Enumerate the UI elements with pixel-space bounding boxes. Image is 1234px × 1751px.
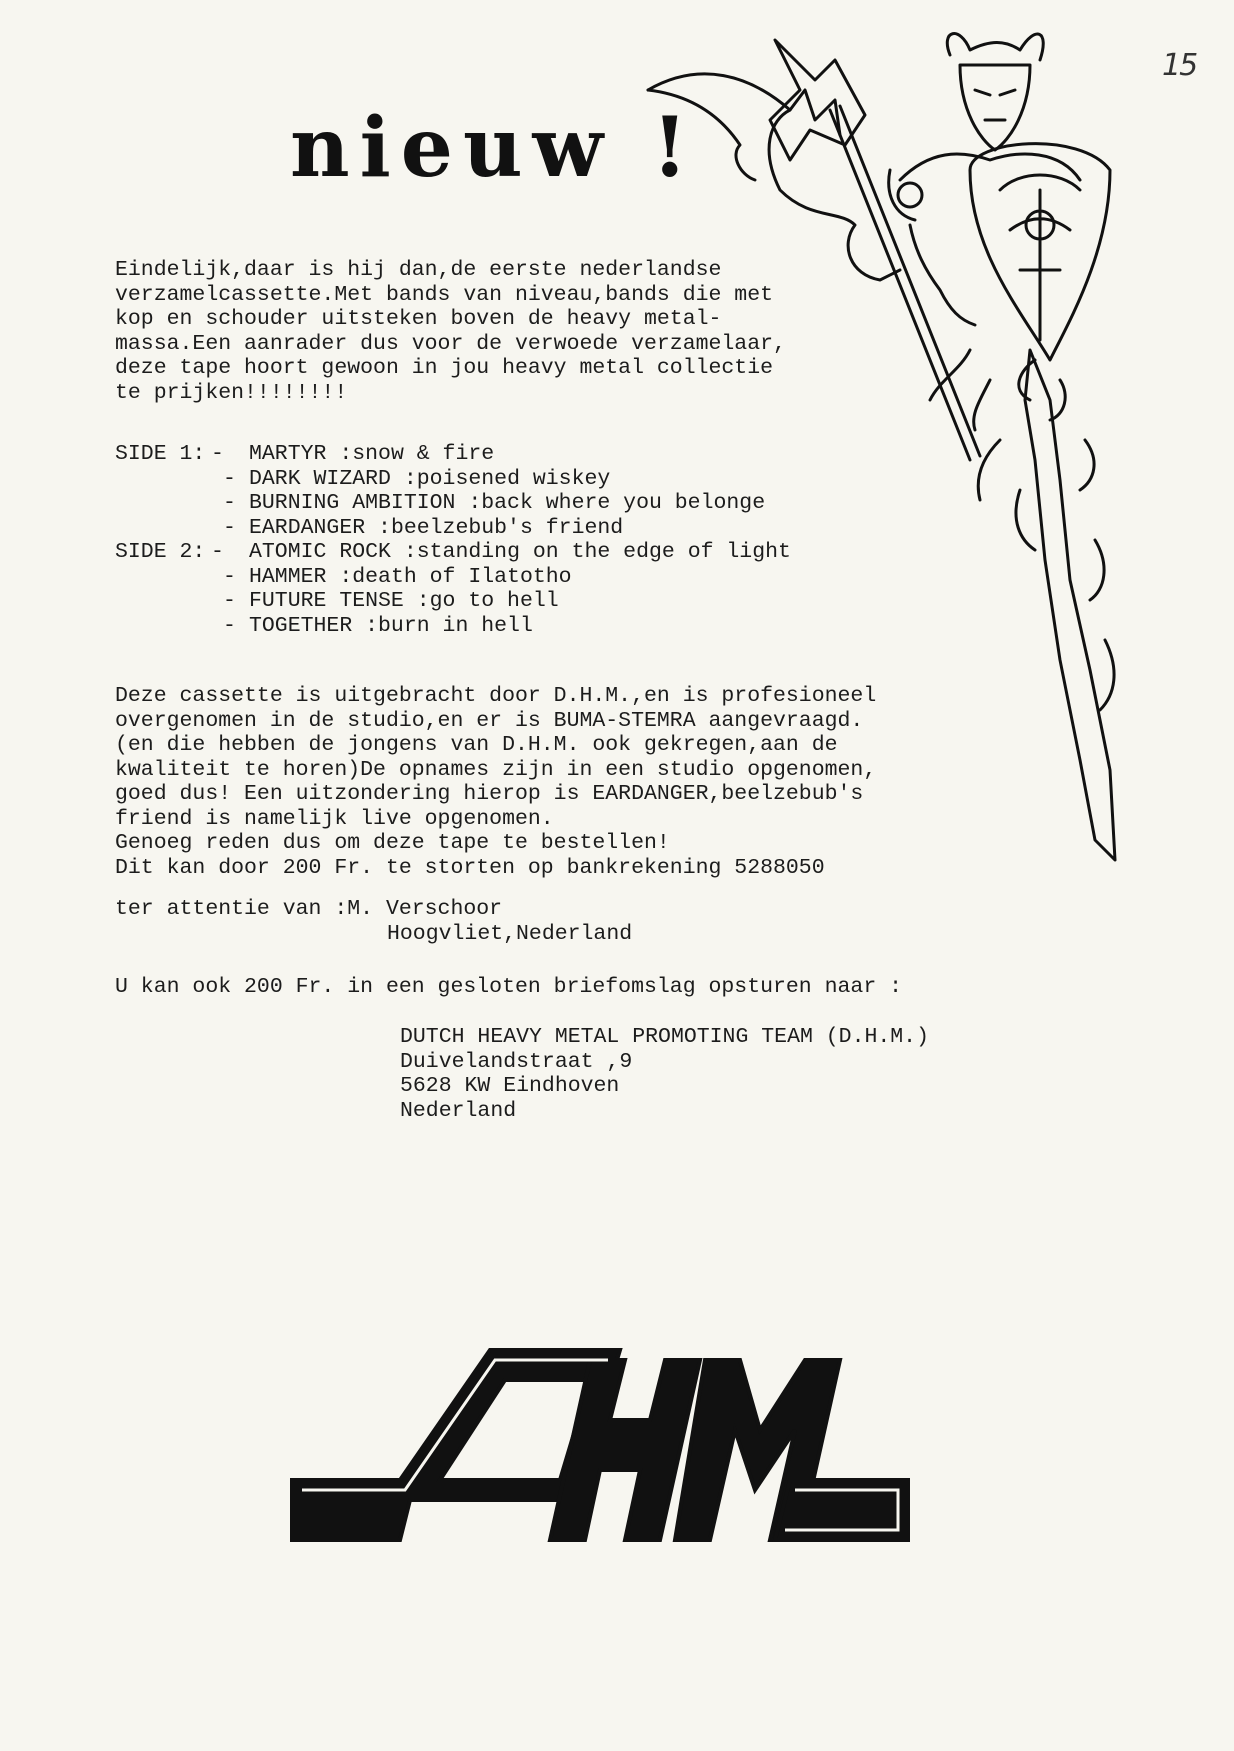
track-song: snow & fire <box>352 442 495 466</box>
track-separator: - <box>223 466 236 491</box>
attention-line: ter attentie van :M. Verschoor <box>115 897 503 921</box>
track-colon: : <box>455 491 482 515</box>
track-entry <box>249 589 559 614</box>
body-line: Dit kan door 200 Fr. te storten op bankrekening 5288050 <box>115 855 825 880</box>
address-line: 5628 KW Eindhoven <box>400 1074 620 1098</box>
track-band: FUTURE TENSE <box>249 589 404 613</box>
track-band: DARK WIZARD <box>249 466 391 491</box>
track-entry <box>249 442 494 467</box>
track-band: ATOMIC ROCK <box>249 540 391 564</box>
intro-line: deze tape hoort gewoon in jou heavy metal collectie <box>115 356 774 380</box>
intro-line: Eindelijk,daar is hij dan,de eerste nederlandse <box>115 258 722 282</box>
side-label: SIDE 1: <box>115 442 206 466</box>
track-colon: : <box>352 613 379 638</box>
body-line: Deze cassette is uitgebracht door D.H.M.,en is profesioneel <box>115 684 877 708</box>
page-number: 15 <box>1162 48 1197 83</box>
track-colon: : <box>326 564 353 589</box>
attention-block <box>115 897 632 946</box>
track-song: burn in hell <box>378 613 533 638</box>
body-line: goed dus! Een uitzondering hierop is EARDANGER,beelzebub's <box>115 782 864 806</box>
track-colon: : <box>390 466 417 491</box>
track-separator: - <box>223 589 236 613</box>
track-band: BURNING AMBITION <box>249 491 456 515</box>
body-line: overgenomen in de studio,en er is BUMA-STEMRA aangevraagd. <box>115 708 864 733</box>
track-song: standing on the edge of light <box>416 540 791 564</box>
body-line: (en die hebben de jongens van D.H.M. ook gekregen,aan de <box>115 733 838 757</box>
side-label: SIDE 2: <box>115 540 206 564</box>
track-song: beelzebub's friend <box>390 515 624 540</box>
track-separator: - <box>223 491 236 515</box>
post-instruction: U kan ook 200 Fr. in een gesloten briefomslag opsturen naar : <box>115 975 903 999</box>
track-colon: : <box>403 589 430 613</box>
dhm-logo <box>290 1340 910 1580</box>
intro-line: massa.Een aanrader dus voor de verwoede verzamelaar, <box>115 331 786 356</box>
track-song: death of Ilatotho <box>352 564 572 589</box>
address-line: Nederland <box>400 1098 517 1123</box>
address-line: DUTCH HEAVY METAL PROMOTING TEAM (D.H.M.) <box>400 1025 929 1049</box>
track-separator: - <box>211 442 224 466</box>
track-song: back where you belonge <box>481 491 766 515</box>
track-colon: : <box>365 515 391 540</box>
track-entry <box>249 491 765 516</box>
track-entry <box>249 516 623 541</box>
intro-line: verzamelcassette.Met bands van niveau,bands die met <box>115 282 774 307</box>
address-line: Duivelandstraat ,9 <box>400 1049 633 1074</box>
description-paragraph <box>115 684 876 880</box>
page-title: nieuw ! <box>290 100 698 196</box>
address-block <box>400 1025 929 1123</box>
body-line: kwaliteit te horen)De opnames zijn in een studio opgenomen, <box>115 757 877 782</box>
track-colon: : <box>326 442 353 466</box>
attention-line: Hoogvliet,Nederland <box>387 921 633 946</box>
track-separator: - <box>223 564 236 589</box>
track-band: EARDANGER <box>249 515 366 540</box>
track-entry <box>249 540 791 565</box>
track-separator: - <box>223 515 236 540</box>
track-band: HAMMER <box>249 564 327 589</box>
intro-line: kop en schouder uitsteken boven de heavy metal- <box>115 307 722 331</box>
body-line: Genoeg reden dus om deze tape te bestellen! <box>115 831 670 855</box>
track-entry <box>249 614 533 639</box>
track-entry <box>249 467 610 492</box>
track-song: poisened wiskey <box>416 466 611 491</box>
track-separator: - <box>223 613 236 638</box>
track-colon: : <box>390 540 417 564</box>
track-entry <box>249 565 572 590</box>
track-separator: - <box>211 540 224 564</box>
track-band: TOGETHER <box>249 613 353 638</box>
body-line: friend is namelijk live opgenomen. <box>115 806 554 831</box>
intro-line: te prijken!!!!!!!! <box>115 380 348 405</box>
track-band: MARTYR <box>249 442 327 466</box>
track-song: go to hell <box>429 589 559 613</box>
intro-paragraph <box>115 258 786 405</box>
